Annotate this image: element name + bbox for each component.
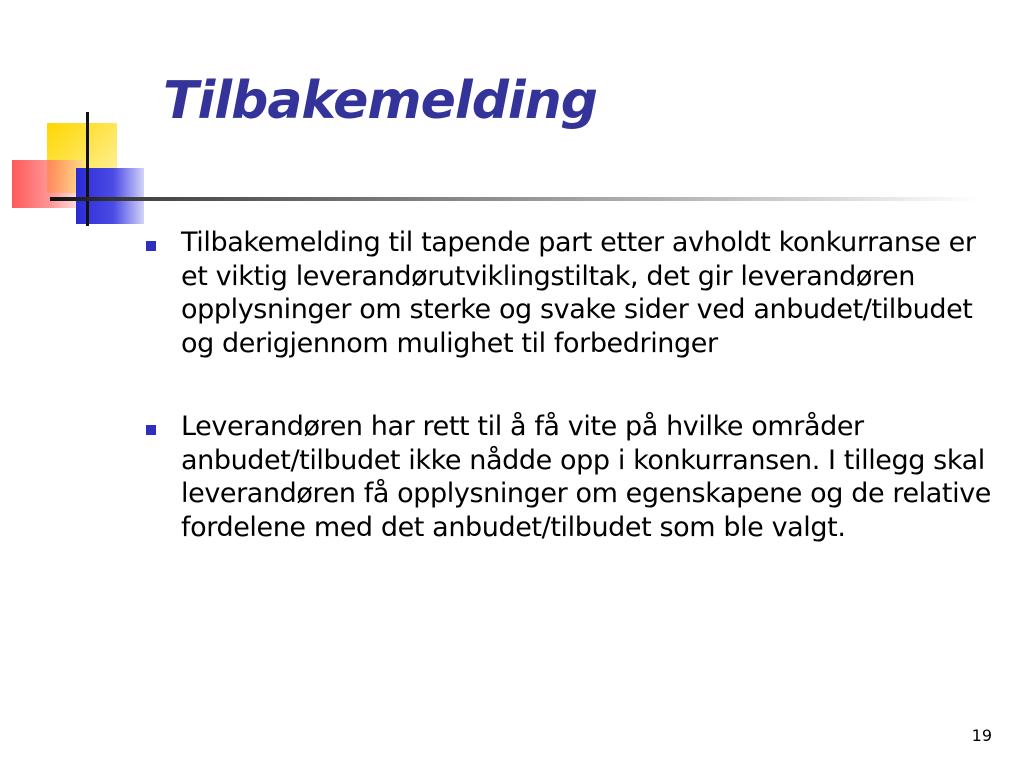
page-number: 19 xyxy=(971,726,992,745)
logo-vertical-line xyxy=(86,112,89,226)
bullet-item xyxy=(145,410,1005,544)
bullet-list xyxy=(145,226,1005,544)
bullet-text: Tilbakemelding til tapende part etter avholdt konkurranse er et viktig leverandørutviklingstiltak, det gir leverandøren opplysninger om sterke og svake sider ved anbudet/tilbudet og derigjennom mulighet til forbedringer xyxy=(181,227,976,359)
title-underline xyxy=(50,197,980,201)
bullet-text: Leverandøren har rett til å få vite på hvilke områder anbudet/tilbudet ikke nådde opp i konkurransen. I tillegg skal leverandøren få opplysninger om egenskapene og de relative fordelene med det anbudet/tilbudet som ble valgt. xyxy=(181,411,991,543)
bullet-square-icon xyxy=(146,241,156,251)
bullet-square-icon xyxy=(146,425,156,435)
slide-title: Tilbakemelding xyxy=(163,71,597,131)
bullet-item xyxy=(145,226,1005,360)
